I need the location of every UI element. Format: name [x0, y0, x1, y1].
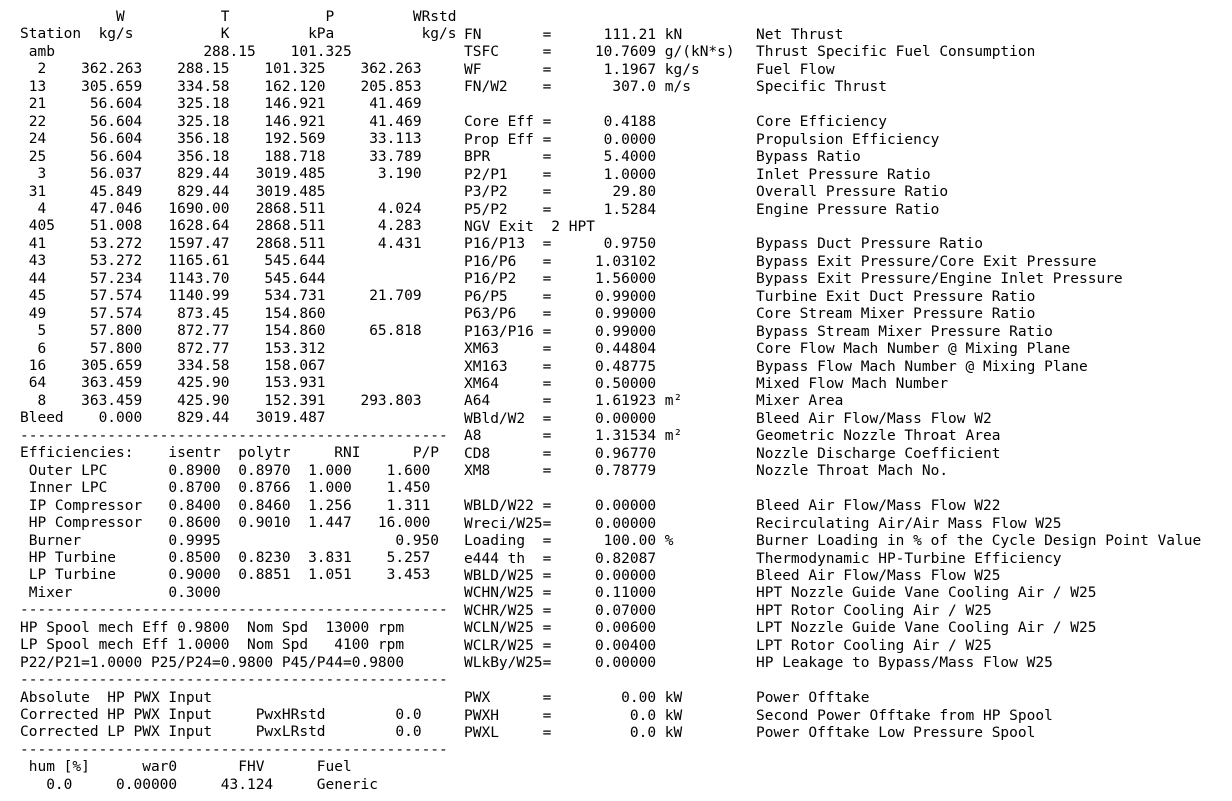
result-description: Bypass Stream Mixer Pressure Ratio: [756, 323, 1053, 340]
efficiency-row: Outer LPC 0.8900 0.8970 1.000 1.600: [20, 462, 431, 479]
efficiency-row: Mixer 0.3000: [20, 584, 221, 601]
separator-line: -------------------------------------------------: [20, 672, 448, 689]
result-label: P6/P5 = 0.99000: [464, 288, 657, 305]
result-label: Loading = 100.00 %: [464, 533, 674, 550]
result-label: FN = 111.21 kN: [464, 27, 683, 43]
result-label: PWXH = 0.0 kW: [464, 707, 683, 724]
station-row: amb 288.15 101.325: [20, 43, 352, 60]
efficiency-row: Inner LPC 0.8700 0.8766 1.000 1.450: [20, 480, 431, 497]
result-label: A8 = 1.31534 m²: [464, 428, 683, 445]
result-description: Thrust Specific Fuel Consumption: [756, 44, 1036, 61]
result-label: P5/P2 = 1.5284: [464, 201, 657, 218]
separator-line: -------------------------------------------------: [20, 427, 448, 444]
result-description: Bleed Air Flow/Mass Flow W2: [756, 410, 992, 427]
result-label: WCHN/W25 = 0.11000: [464, 585, 657, 602]
station-row: 21 56.604 325.18 146.921 41.469: [20, 96, 422, 113]
result-label: TSFC = 10.7609 g/(kN*s): [464, 44, 735, 61]
pwx-input-row: Corrected HP PWX Input PwxHRstd 0.0: [20, 707, 422, 723]
result-description: Core Efficiency: [756, 114, 887, 131]
station-row: 44 57.234 1143.70 545.644: [20, 270, 326, 287]
result-description: LPT Rotor Cooling Air / W25: [756, 637, 992, 654]
station-row: 45 57.574 1140.99 534.731 21.709: [20, 288, 422, 305]
efficiency-row: HP Turbine 0.8500 0.8230 3.831 5.257: [20, 549, 431, 566]
station-row: 49 57.574 873.45 154.860: [20, 305, 326, 322]
result-description: Mixer Area: [756, 393, 844, 410]
station-row: 25 56.604 356.18 188.718 33.789: [20, 148, 422, 165]
result-description: Bypass Exit Pressure/Engine Inlet Pressure: [756, 271, 1123, 288]
result-label: P16/P6 = 1.03102: [464, 253, 657, 270]
result-description: HPT Rotor Cooling Air / W25: [756, 602, 992, 619]
station-row: 16 305.659 334.58 158.067: [20, 358, 326, 374]
result-description: Bypass Duct Pressure Ratio: [756, 236, 983, 253]
result-description: Bleed Air Flow/Mass Flow W22: [756, 498, 1001, 515]
result-description: Recirculating Air/Air Mass Flow W25: [756, 515, 1062, 532]
spool-info-row: LP Spool mech Eff 1.0000 Nom Spd 4100 rpm: [20, 637, 405, 654]
result-label: CD8 = 0.96770: [464, 445, 657, 462]
result-label: PWX = 0.00 kW: [464, 690, 683, 707]
efficiencies-header: Efficiencies: isentr polytr RNI P/P: [20, 445, 440, 462]
result-label: e444 th = 0.82087: [464, 550, 657, 567]
result-label: P63/P6 = 0.99000: [464, 306, 657, 323]
station-row: 6 57.800 872.77 153.312: [20, 340, 326, 357]
result-label: P163/P16 = 0.99000: [464, 323, 657, 340]
result-label: Core Eff = 0.4188: [464, 114, 657, 131]
result-label: P3/P2 = 29.80: [464, 184, 657, 201]
result-label: WF = 1.1967 kg/s: [464, 61, 700, 78]
result-description: Power Offtake: [756, 690, 870, 707]
result-label: P16/P2 = 1.56000: [464, 271, 657, 288]
result-description: Bypass Exit Pressure/Core Exit Pressure: [756, 253, 1097, 270]
pwx-input-row: Absolute HP PWX Input: [20, 689, 213, 706]
result-description: Net Thrust: [756, 27, 844, 43]
result-label: XM63 = 0.44804: [464, 341, 657, 358]
result-label: PWXL = 0.0 kW: [464, 725, 683, 741]
result-description: Second Power Offtake from HP Spool: [756, 707, 1053, 724]
result-label: WLkBy/W25= 0.00000: [464, 655, 657, 672]
result-label: Prop Eff = 0.0000: [464, 131, 657, 148]
result-description: Specific Thrust: [756, 79, 887, 96]
result-description: Overall Pressure Ratio: [756, 184, 949, 201]
result-description: Bleed Air Flow/Mass Flow W25: [756, 567, 1001, 584]
pwx-input-row: Corrected LP PWX Input PwxLRstd 0.0: [20, 724, 422, 741]
station-row: 41 53.272 1597.47 2868.511 4.431: [20, 235, 422, 252]
station-row: 24 56.604 356.18 192.569 33.113: [20, 131, 422, 148]
station-row: 64 363.459 425.90 153.931: [20, 375, 326, 392]
result-description: LPT Nozzle Guide Vane Cooling Air / W25: [756, 620, 1097, 637]
result-description: Thermodynamic HP-Turbine Efficiency: [756, 550, 1062, 567]
spool-info-row: P22/P21=1.0000 P25/P24=0.9800 P45/P44=0.9800: [20, 654, 405, 671]
result-label: WCLN/W25 = 0.00600: [464, 620, 657, 637]
result-label: Wreci/W25= 0.00000: [464, 515, 657, 532]
result-label: WCLR/W25 = 0.00400: [464, 637, 657, 654]
fuel-values: 0.0 0.00000 43.124 Generic: [20, 776, 378, 793]
spool-info-row: HP Spool mech Eff 0.9800 Nom Spd 13000 rpm: [20, 619, 405, 636]
result-description: HP Leakage to Bypass/Mass Flow W25: [756, 655, 1053, 672]
separator-line: -------------------------------------------------: [20, 602, 448, 619]
result-description: Nozzle Throat Mach No.: [756, 463, 949, 480]
result-label: WCHR/W25 = 0.07000: [464, 602, 657, 619]
station-table-header-units: W T P WRstd: [20, 9, 457, 25]
result-description: Engine Pressure Ratio: [756, 201, 940, 218]
station-row: 2 362.263 288.15 101.325 362.263: [20, 61, 422, 78]
result-label: BPR = 5.4000: [464, 149, 657, 166]
result-description: Burner Loading in % of the Cycle Design Point Value: [756, 533, 1202, 550]
station-row: 13 305.659 334.58 162.120 205.853: [20, 78, 422, 95]
station-row: 3 56.037 829.44 3019.485 3.190: [20, 166, 422, 183]
result-description: Mixed Flow Mach Number: [756, 376, 949, 392]
efficiency-row: Burner 0.9995 0.950: [20, 532, 440, 549]
result-label: XM64 = 0.50000: [464, 376, 657, 392]
station-row: 22 56.604 325.18 146.921 41.469: [20, 113, 422, 130]
result-label: P16/P13 = 0.9750: [464, 236, 657, 253]
result-description: Propulsion Efficiency: [756, 131, 940, 148]
result-label: WBLD/W22 = 0.00000: [464, 498, 657, 515]
result-description: HPT Nozzle Guide Vane Cooling Air / W25: [756, 585, 1097, 602]
result-label: NGV Exit 2 HPT: [464, 218, 595, 235]
result-description: Turbine Exit Duct Pressure Ratio: [756, 288, 1036, 305]
result-label: WBLD/W25 = 0.00000: [464, 567, 657, 584]
station-row: Bleed 0.000 829.44 3019.487: [20, 410, 326, 427]
station-row: 8 363.459 425.90 152.391 293.803: [20, 392, 422, 409]
station-row: 31 45.849 829.44 3019.485: [20, 183, 326, 200]
station-table-header: Station kg/s K kPa kg/s: [20, 26, 457, 43]
result-description: Nozzle Discharge Coefficient: [756, 445, 1001, 462]
result-description: Bypass Ratio: [756, 149, 861, 166]
fuel-header: hum [%] war0 FHV Fuel: [20, 759, 352, 776]
result-label: A64 = 1.61923 m²: [464, 393, 683, 410]
station-row: 43 53.272 1165.61 545.644: [20, 253, 326, 270]
result-label: XM163 = 0.48775: [464, 358, 657, 375]
result-label: WBld/W2 = 0.00000: [464, 410, 657, 427]
result-description: Power Offtake Low Pressure Spool: [756, 725, 1036, 741]
station-row: 5 57.800 872.77 154.860 65.818: [20, 323, 422, 340]
efficiency-row: IP Compressor 0.8400 0.8460 1.256 1.311: [20, 497, 431, 514]
result-description: Inlet Pressure Ratio: [756, 166, 931, 183]
result-description: Core Stream Mixer Pressure Ratio: [756, 306, 1036, 323]
station-row: 4 47.046 1690.00 2868.511 4.024: [20, 200, 422, 217]
result-label: FN/W2 = 307.0 m/s: [464, 79, 691, 96]
efficiency-row: LP Turbine 0.9000 0.8851 1.051 3.453: [20, 567, 431, 584]
result-description: Core Flow Mach Number @ Mixing Plane: [756, 341, 1071, 358]
station-row: 405 51.008 1628.64 2868.511 4.283: [20, 218, 422, 235]
efficiency-row: HP Compressor 0.8600 0.9010 1.447 16.000: [20, 515, 431, 532]
result-description: Bypass Flow Mach Number @ Mixing Plane: [756, 358, 1088, 375]
result-label: P2/P1 = 1.0000: [464, 166, 657, 183]
result-description: Fuel Flow: [756, 61, 835, 78]
separator-line: -------------------------------------------------: [20, 741, 448, 758]
result-label: XM8 = 0.78779: [464, 463, 657, 480]
result-description: Geometric Nozzle Throat Area: [756, 428, 1001, 445]
